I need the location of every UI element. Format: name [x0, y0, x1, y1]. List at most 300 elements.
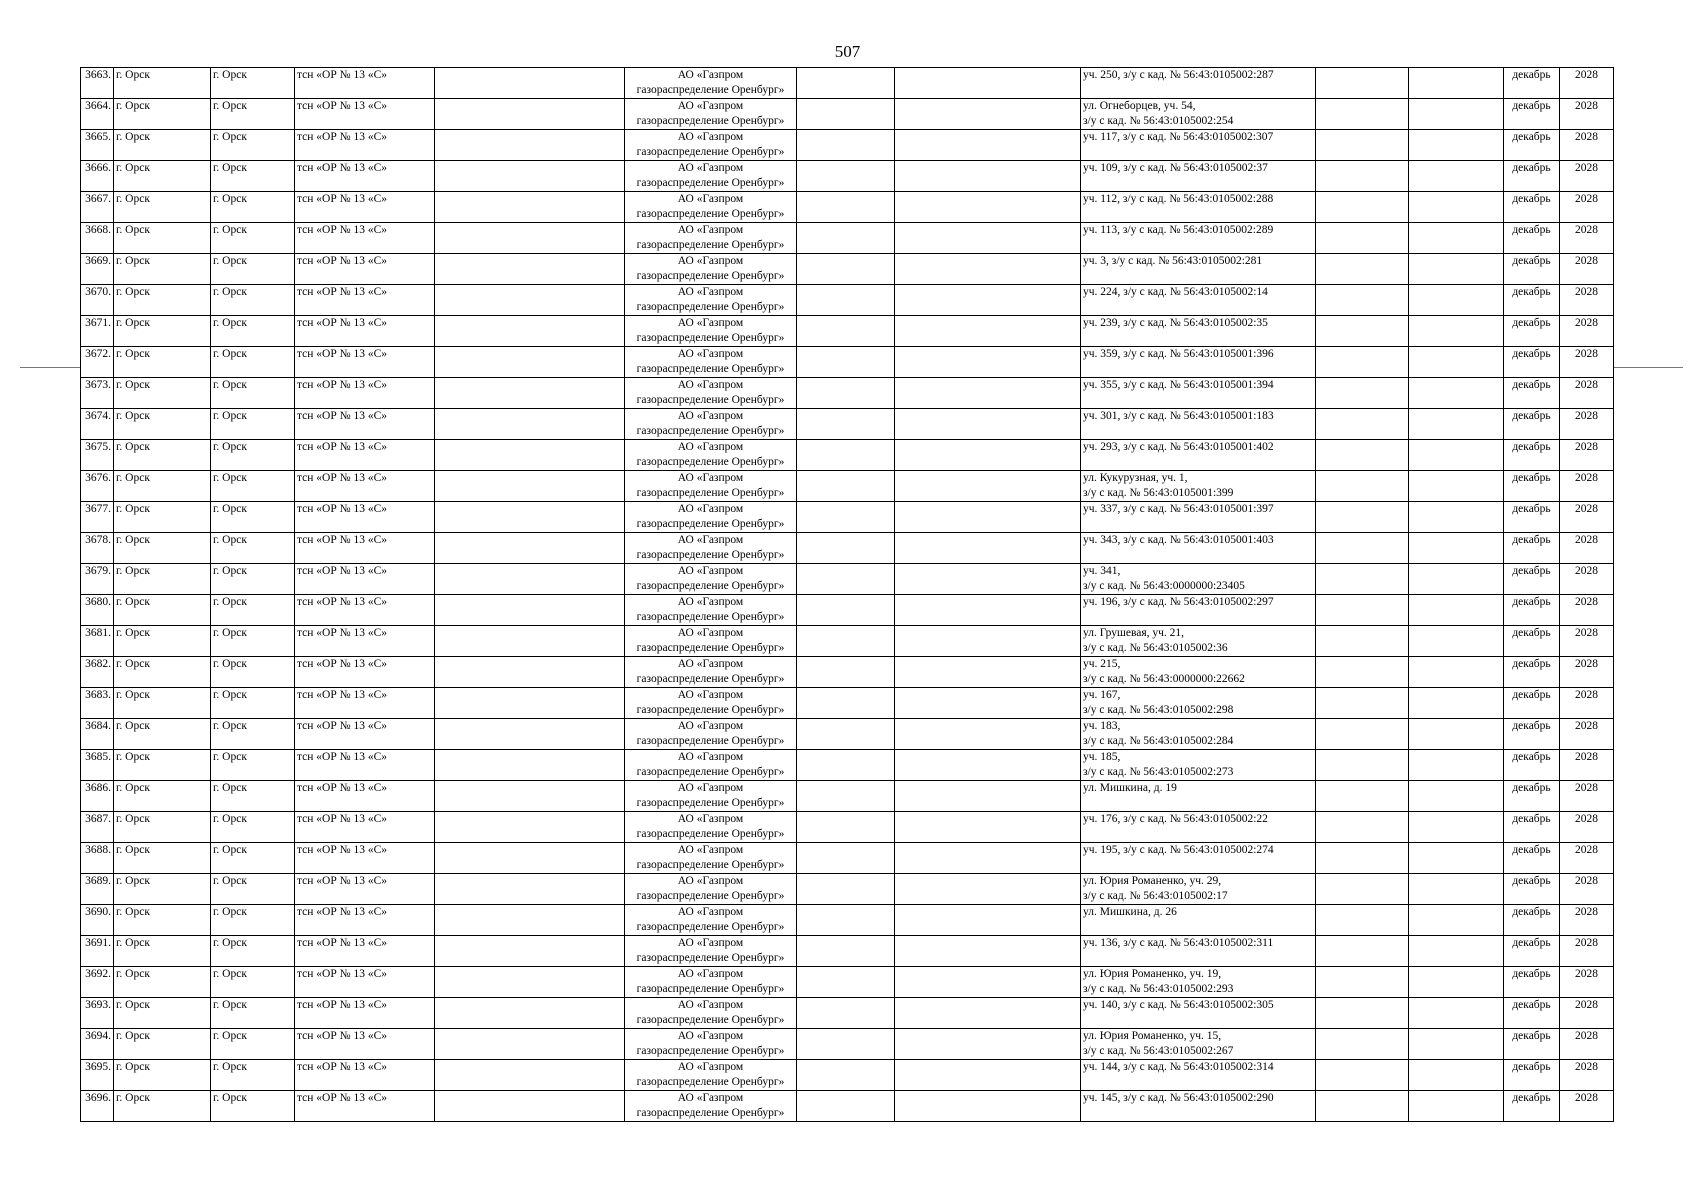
empty-cell [895, 657, 1081, 688]
empty-cell [1316, 1060, 1409, 1091]
address-cell [1081, 595, 1316, 626]
address-cell [1081, 1029, 1316, 1060]
empty-cell [435, 812, 625, 843]
year-cell: 2028 [1560, 564, 1614, 595]
address-line: з/у с кад. № 56:43:0105002:293 [1083, 983, 1234, 995]
locality-cell: г. Орск [211, 471, 295, 502]
year-cell: 2028 [1560, 750, 1614, 781]
empty-cell [797, 471, 895, 502]
empty-cell [1409, 750, 1504, 781]
locality-cell: г. Орск [211, 99, 295, 130]
locality-cell: г. Орск [211, 1060, 295, 1091]
organization-line: газораспределение Оренбург» [636, 1014, 785, 1026]
locality-cell: г. Орск [211, 440, 295, 471]
row-number: 3665. [81, 130, 114, 161]
month-cell: декабрь [1504, 68, 1560, 99]
month-cell: декабрь [1504, 161, 1560, 192]
empty-cell [797, 68, 895, 99]
empty-cell [435, 502, 625, 533]
empty-cell [1409, 874, 1504, 905]
empty-cell [1316, 812, 1409, 843]
address-cell [1081, 967, 1316, 998]
year-cell: 2028 [1560, 843, 1614, 874]
empty-cell [1316, 130, 1409, 161]
row-number: 3672. [81, 347, 114, 378]
partnership-cell: тсн «ОР № 13 «С» [295, 967, 435, 998]
address-cell [1081, 409, 1316, 440]
address-line: уч. 117, з/у с кад. № 56:43:0105002:307 [1083, 131, 1274, 143]
organization-cell [625, 68, 797, 99]
organization-line: газораспределение Оренбург» [636, 84, 785, 96]
month-cell: декабрь [1504, 595, 1560, 626]
municipality-cell: г. Орск [114, 440, 211, 471]
month-cell: декабрь [1504, 285, 1560, 316]
organization-line: газораспределение Оренбург» [636, 1107, 785, 1119]
locality-cell: г. Орск [211, 936, 295, 967]
organization-line: АО «Газпром [677, 441, 744, 453]
empty-cell [435, 1029, 625, 1060]
address-cell [1081, 812, 1316, 843]
address-line: уч. 196, з/у с кад. № 56:43:0105002:297 [1083, 596, 1274, 608]
empty-cell [895, 533, 1081, 564]
address-line: з/у с кад. № 56:43:0105002:298 [1083, 704, 1234, 716]
page-number: 507 [834, 42, 861, 61]
locality-cell: г. Орск [211, 843, 295, 874]
locality-cell: г. Орск [211, 316, 295, 347]
locality-cell: г. Орск [211, 1029, 295, 1060]
address-line: з/у с кад. № 56:43:0105002:273 [1083, 766, 1234, 778]
year-cell: 2028 [1560, 68, 1614, 99]
empty-cell [895, 409, 1081, 440]
year-cell: 2028 [1560, 440, 1614, 471]
partnership-cell: тсн «ОР № 13 «С» [295, 99, 435, 130]
month-cell: декабрь [1504, 750, 1560, 781]
locality-cell: г. Орск [211, 409, 295, 440]
table-row [81, 781, 1614, 812]
empty-cell [797, 812, 895, 843]
empty-cell [1409, 378, 1504, 409]
organization-line: газораспределение Оренбург» [636, 549, 785, 561]
empty-cell [895, 254, 1081, 285]
row-number: 3664. [81, 99, 114, 130]
empty-cell [1409, 781, 1504, 812]
organization-cell [625, 843, 797, 874]
empty-cell [797, 99, 895, 130]
empty-cell [895, 595, 1081, 626]
address-line: уч. 359, з/у с кад. № 56:43:0105001:396 [1083, 348, 1274, 360]
month-cell: декабрь [1504, 812, 1560, 843]
organization-line: АО «Газпром [677, 162, 744, 174]
address-line: уч. 144, з/у с кад. № 56:43:0105002:314 [1083, 1061, 1274, 1073]
empty-cell [1316, 874, 1409, 905]
year-cell: 2028 [1560, 161, 1614, 192]
row-number: 3675. [81, 440, 114, 471]
empty-cell [797, 316, 895, 347]
partnership-cell: тсн «ОР № 13 «С» [295, 161, 435, 192]
address-cell [1081, 502, 1316, 533]
empty-cell [435, 161, 625, 192]
organization-cell [625, 1091, 797, 1122]
empty-cell [1316, 316, 1409, 347]
empty-cell [1316, 254, 1409, 285]
empty-cell [1409, 719, 1504, 750]
year-cell: 2028 [1560, 471, 1614, 502]
empty-cell [1409, 99, 1504, 130]
empty-cell [797, 254, 895, 285]
organization-cell [625, 874, 797, 905]
table-row [81, 1060, 1614, 1091]
empty-cell [1316, 688, 1409, 719]
address-line: уч. 239, з/у с кад. № 56:43:0105002:35 [1083, 317, 1268, 329]
partnership-cell: тсн «ОР № 13 «С» [295, 254, 435, 285]
row-number: 3688. [81, 843, 114, 874]
organization-line: газораспределение Оренбург» [636, 766, 785, 778]
municipality-cell: г. Орск [114, 161, 211, 192]
empty-cell [895, 471, 1081, 502]
empty-cell [797, 223, 895, 254]
organization-cell [625, 595, 797, 626]
address-line: уч. 167, [1083, 689, 1121, 701]
empty-cell [435, 409, 625, 440]
empty-cell [797, 1091, 895, 1122]
address-cell [1081, 688, 1316, 719]
row-number: 3681. [81, 626, 114, 657]
partnership-cell: тсн «ОР № 13 «С» [295, 564, 435, 595]
month-cell: декабрь [1504, 688, 1560, 719]
empty-cell [895, 1029, 1081, 1060]
empty-cell [895, 130, 1081, 161]
empty-cell [1316, 657, 1409, 688]
municipality-cell: г. Орск [114, 967, 211, 998]
organization-line: АО «Газпром [677, 1061, 744, 1073]
month-cell: декабрь [1504, 967, 1560, 998]
municipality-cell: г. Орск [114, 564, 211, 595]
year-cell: 2028 [1560, 1091, 1614, 1122]
table-row [81, 223, 1614, 254]
organization-line: газораспределение Оренбург» [636, 487, 785, 499]
table-row [81, 905, 1614, 936]
empty-cell [797, 409, 895, 440]
organization-line: газораспределение Оренбург» [636, 983, 785, 995]
table-row [81, 316, 1614, 347]
empty-cell [1409, 347, 1504, 378]
empty-cell [895, 1091, 1081, 1122]
empty-cell [435, 843, 625, 874]
address-line: уч. 343, з/у с кад. № 56:43:0105001:403 [1083, 534, 1274, 546]
organization-line: АО «Газпром [677, 627, 744, 639]
month-cell: декабрь [1504, 502, 1560, 533]
organization-line: газораспределение Оренбург» [636, 177, 785, 189]
empty-cell [797, 967, 895, 998]
municipality-cell: г. Орск [114, 533, 211, 564]
address-line: уч. 3, з/у с кад. № 56:43:0105002:281 [1083, 255, 1263, 267]
month-cell: декабрь [1504, 378, 1560, 409]
empty-cell [895, 874, 1081, 905]
partnership-cell: тсн «ОР № 13 «С» [295, 688, 435, 719]
address-cell [1081, 161, 1316, 192]
organization-cell [625, 967, 797, 998]
address-line: ул. Огнеборцев, уч. 54, [1083, 100, 1196, 112]
organization-line: АО «Газпром [677, 782, 744, 794]
organization-line: АО «Газпром [677, 875, 744, 887]
address-line: уч. 113, з/у с кад. № 56:43:0105002:289 [1083, 224, 1274, 236]
organization-line: газораспределение Оренбург» [636, 115, 785, 127]
empty-cell [895, 967, 1081, 998]
empty-cell [435, 68, 625, 99]
organization-cell [625, 347, 797, 378]
locality-cell: г. Орск [211, 68, 295, 99]
month-cell: декабрь [1504, 440, 1560, 471]
empty-cell [435, 626, 625, 657]
empty-cell [1316, 285, 1409, 316]
organization-line: газораспределение Оренбург» [636, 146, 785, 158]
organization-cell [625, 905, 797, 936]
organization-line: АО «Газпром [677, 503, 744, 515]
month-cell: декабрь [1504, 316, 1560, 347]
table-row [81, 843, 1614, 874]
table-row [81, 719, 1614, 750]
empty-cell [1409, 285, 1504, 316]
municipality-cell: г. Орск [114, 812, 211, 843]
empty-cell [1409, 595, 1504, 626]
empty-cell [435, 285, 625, 316]
partnership-cell: тсн «ОР № 13 «С» [295, 781, 435, 812]
table-body [81, 68, 1614, 1122]
organization-line: АО «Газпром [677, 286, 744, 298]
year-cell: 2028 [1560, 595, 1614, 626]
empty-cell [797, 1060, 895, 1091]
empty-cell [435, 130, 625, 161]
address-line: з/у с кад. № 56:43:0105002:254 [1083, 115, 1234, 127]
partnership-cell: тсн «ОР № 13 «С» [295, 409, 435, 440]
row-number: 3691. [81, 936, 114, 967]
row-number: 3671. [81, 316, 114, 347]
address-line: уч. 112, з/у с кад. № 56:43:0105002:288 [1083, 193, 1274, 205]
empty-cell [1316, 502, 1409, 533]
table-row [81, 936, 1614, 967]
address-cell [1081, 378, 1316, 409]
year-cell: 2028 [1560, 254, 1614, 285]
municipality-cell: г. Орск [114, 874, 211, 905]
organization-line: АО «Газпром [677, 565, 744, 577]
table-row [81, 254, 1614, 285]
year-cell: 2028 [1560, 781, 1614, 812]
row-number: 3670. [81, 285, 114, 316]
organization-line: АО «Газпром [677, 69, 744, 81]
year-cell: 2028 [1560, 874, 1614, 905]
partnership-cell: тсн «ОР № 13 «С» [295, 440, 435, 471]
organization-line: АО «Газпром [677, 410, 744, 422]
empty-cell [1409, 1029, 1504, 1060]
empty-cell [1409, 409, 1504, 440]
empty-cell [1316, 626, 1409, 657]
address-line: ул. Юрия Романенко, уч. 29, [1083, 875, 1222, 887]
organization-cell [625, 502, 797, 533]
address-line: уч. 250, з/у с кад. № 56:43:0105002:287 [1083, 69, 1274, 81]
organization-line: газораспределение Оренбург» [636, 456, 785, 468]
address-cell [1081, 192, 1316, 223]
empty-cell [797, 657, 895, 688]
empty-cell [1409, 130, 1504, 161]
address-line: з/у с кад. № 56:43:0105001:399 [1083, 487, 1234, 499]
year-cell: 2028 [1560, 905, 1614, 936]
municipality-cell: г. Орск [114, 595, 211, 626]
table-row [81, 378, 1614, 409]
year-cell: 2028 [1560, 688, 1614, 719]
organization-cell [625, 812, 797, 843]
partnership-cell: тсн «ОР № 13 «С» [295, 471, 435, 502]
year-cell: 2028 [1560, 316, 1614, 347]
empty-cell [797, 874, 895, 905]
empty-cell [797, 626, 895, 657]
empty-cell [435, 998, 625, 1029]
partnership-cell: тсн «ОР № 13 «С» [295, 1091, 435, 1122]
empty-cell [1316, 471, 1409, 502]
partnership-cell: тсн «ОР № 13 «С» [295, 192, 435, 223]
empty-cell [435, 378, 625, 409]
year-cell: 2028 [1560, 657, 1614, 688]
address-line: з/у с кад. № 56:43:0105002:17 [1083, 890, 1228, 902]
organization-cell [625, 99, 797, 130]
year-cell: 2028 [1560, 626, 1614, 657]
address-line: уч. 185, [1083, 751, 1121, 763]
empty-cell [435, 440, 625, 471]
address-cell [1081, 936, 1316, 967]
partnership-cell: тсн «ОР № 13 «С» [295, 719, 435, 750]
municipality-cell: г. Орск [114, 254, 211, 285]
empty-cell [1409, 1091, 1504, 1122]
locality-cell: г. Орск [211, 223, 295, 254]
year-cell: 2028 [1560, 998, 1614, 1029]
empty-cell [1409, 192, 1504, 223]
organization-line: АО «Газпром [677, 1030, 744, 1042]
empty-cell [435, 595, 625, 626]
partnership-cell: тсн «ОР № 13 «С» [295, 502, 435, 533]
row-number: 3669. [81, 254, 114, 285]
organization-line: газораспределение Оренбург» [636, 735, 785, 747]
empty-cell [895, 812, 1081, 843]
address-line: з/у с кад. № 56:43:0000000:23405 [1083, 580, 1245, 592]
empty-cell [1316, 1029, 1409, 1060]
organization-line: АО «Газпром [677, 596, 744, 608]
empty-cell [895, 750, 1081, 781]
year-cell: 2028 [1560, 409, 1614, 440]
organization-line: АО «Газпром [677, 720, 744, 732]
row-number: 3694. [81, 1029, 114, 1060]
organization-cell [625, 378, 797, 409]
empty-cell [895, 316, 1081, 347]
empty-cell [797, 905, 895, 936]
organization-line: газораспределение Оренбург» [636, 363, 785, 375]
partnership-cell: тсн «ОР № 13 «С» [295, 750, 435, 781]
locality-cell: г. Орск [211, 533, 295, 564]
locality-cell: г. Орск [211, 254, 295, 285]
organization-line: АО «Газпром [677, 689, 744, 701]
municipality-cell: г. Орск [114, 781, 211, 812]
year-cell: 2028 [1560, 1060, 1614, 1091]
month-cell: декабрь [1504, 533, 1560, 564]
year-cell: 2028 [1560, 533, 1614, 564]
row-number: 3680. [81, 595, 114, 626]
organization-line: АО «Газпром [677, 751, 744, 763]
organization-cell [625, 440, 797, 471]
organization-line: газораспределение Оренбург» [636, 859, 785, 871]
empty-cell [797, 998, 895, 1029]
table-row [81, 998, 1614, 1029]
address-cell [1081, 998, 1316, 1029]
organization-line: газораспределение Оренбург» [636, 301, 785, 313]
empty-cell [1409, 688, 1504, 719]
empty-cell [797, 130, 895, 161]
month-cell: декабрь [1504, 936, 1560, 967]
partnership-cell: тсн «ОР № 13 «С» [295, 843, 435, 874]
row-number: 3673. [81, 378, 114, 409]
year-cell: 2028 [1560, 130, 1614, 161]
empty-cell [895, 440, 1081, 471]
year-cell: 2028 [1560, 812, 1614, 843]
address-line: ул. Мишкина, д. 19 [1083, 782, 1177, 794]
empty-cell [1409, 905, 1504, 936]
empty-cell [895, 502, 1081, 533]
empty-cell [1316, 998, 1409, 1029]
address-line: уч. 195, з/у с кад. № 56:43:0105002:274 [1083, 844, 1274, 856]
address-cell [1081, 719, 1316, 750]
locality-cell: г. Орск [211, 502, 295, 533]
month-cell: декабрь [1504, 657, 1560, 688]
address-line: ул. Кукурузная, уч. 1, [1083, 472, 1188, 484]
address-line: уч. 176, з/у с кад. № 56:43:0105002:22 [1083, 813, 1268, 825]
partnership-cell: тсн «ОР № 13 «С» [295, 378, 435, 409]
table-row [81, 161, 1614, 192]
municipality-cell: г. Орск [114, 1029, 211, 1060]
municipality-cell: г. Орск [114, 99, 211, 130]
locality-cell: г. Орск [211, 161, 295, 192]
table-row [81, 285, 1614, 316]
row-number: 3696. [81, 1091, 114, 1122]
municipality-cell: г. Орск [114, 1060, 211, 1091]
table-row [81, 688, 1614, 719]
table-row [81, 1029, 1614, 1060]
empty-cell [895, 936, 1081, 967]
table-row [81, 192, 1614, 223]
month-cell: декабрь [1504, 905, 1560, 936]
organization-cell [625, 998, 797, 1029]
month-cell: декабрь [1504, 1091, 1560, 1122]
organization-line: газораспределение Оренбург» [636, 890, 785, 902]
empty-cell [895, 719, 1081, 750]
address-line: уч. 140, з/у с кад. № 56:43:0105002:305 [1083, 999, 1274, 1011]
table-row [81, 347, 1614, 378]
empty-cell [435, 905, 625, 936]
address-cell [1081, 130, 1316, 161]
address-line: з/у с кад. № 56:43:0000000:22662 [1083, 673, 1245, 685]
month-cell: декабрь [1504, 409, 1560, 440]
row-number: 3683. [81, 688, 114, 719]
organization-cell [625, 130, 797, 161]
month-cell: декабрь [1504, 626, 1560, 657]
row-number: 3668. [81, 223, 114, 254]
organization-cell [625, 471, 797, 502]
organization-line: АО «Газпром [677, 193, 744, 205]
empty-cell [435, 316, 625, 347]
partnership-cell: тсн «ОР № 13 «С» [295, 533, 435, 564]
address-line: уч. 337, з/у с кад. № 56:43:0105001:397 [1083, 503, 1274, 515]
row-number: 3693. [81, 998, 114, 1029]
empty-cell [895, 378, 1081, 409]
address-cell [1081, 99, 1316, 130]
address-cell [1081, 1060, 1316, 1091]
year-cell: 2028 [1560, 502, 1614, 533]
